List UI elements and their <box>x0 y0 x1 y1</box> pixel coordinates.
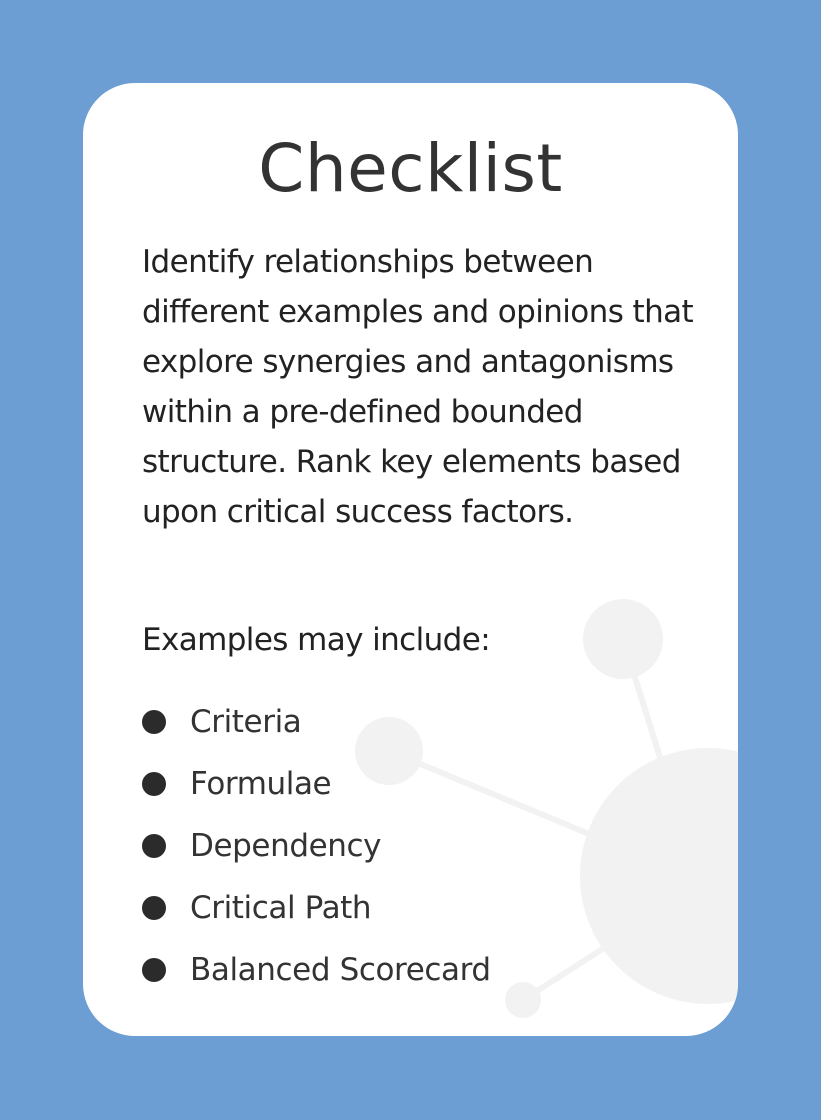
molecule-node <box>580 748 738 1004</box>
molecule-node <box>583 599 663 679</box>
bullet-icon <box>142 958 166 982</box>
bullet-icon <box>142 710 166 734</box>
checklist-card <box>83 83 738 1036</box>
bullet-icon <box>142 772 166 796</box>
list-item-label: Criteria <box>190 704 302 740</box>
card-description: Identify relationships between different examples and opinions that explore synergies and antagonisms within a pre-defined bounded structure. Rank key elements based upon critical success factors. <box>142 244 694 530</box>
list-item <box>142 691 491 753</box>
list-item-label: Formulae <box>190 766 332 802</box>
bullet-icon <box>142 834 166 858</box>
list-item <box>142 877 491 939</box>
examples-list <box>142 691 491 1001</box>
examples-heading: Examples may include: <box>142 622 491 658</box>
list-item <box>142 815 491 877</box>
list-item-label: Balanced Scorecard <box>190 952 491 988</box>
bullet-icon <box>142 896 166 920</box>
list-item-label: Dependency <box>190 828 382 864</box>
molecule-node <box>505 982 541 1018</box>
list-item <box>142 753 491 815</box>
list-item <box>142 939 491 1001</box>
card-title: Checklist <box>258 130 563 207</box>
list-item-label: Critical Path <box>190 890 372 926</box>
